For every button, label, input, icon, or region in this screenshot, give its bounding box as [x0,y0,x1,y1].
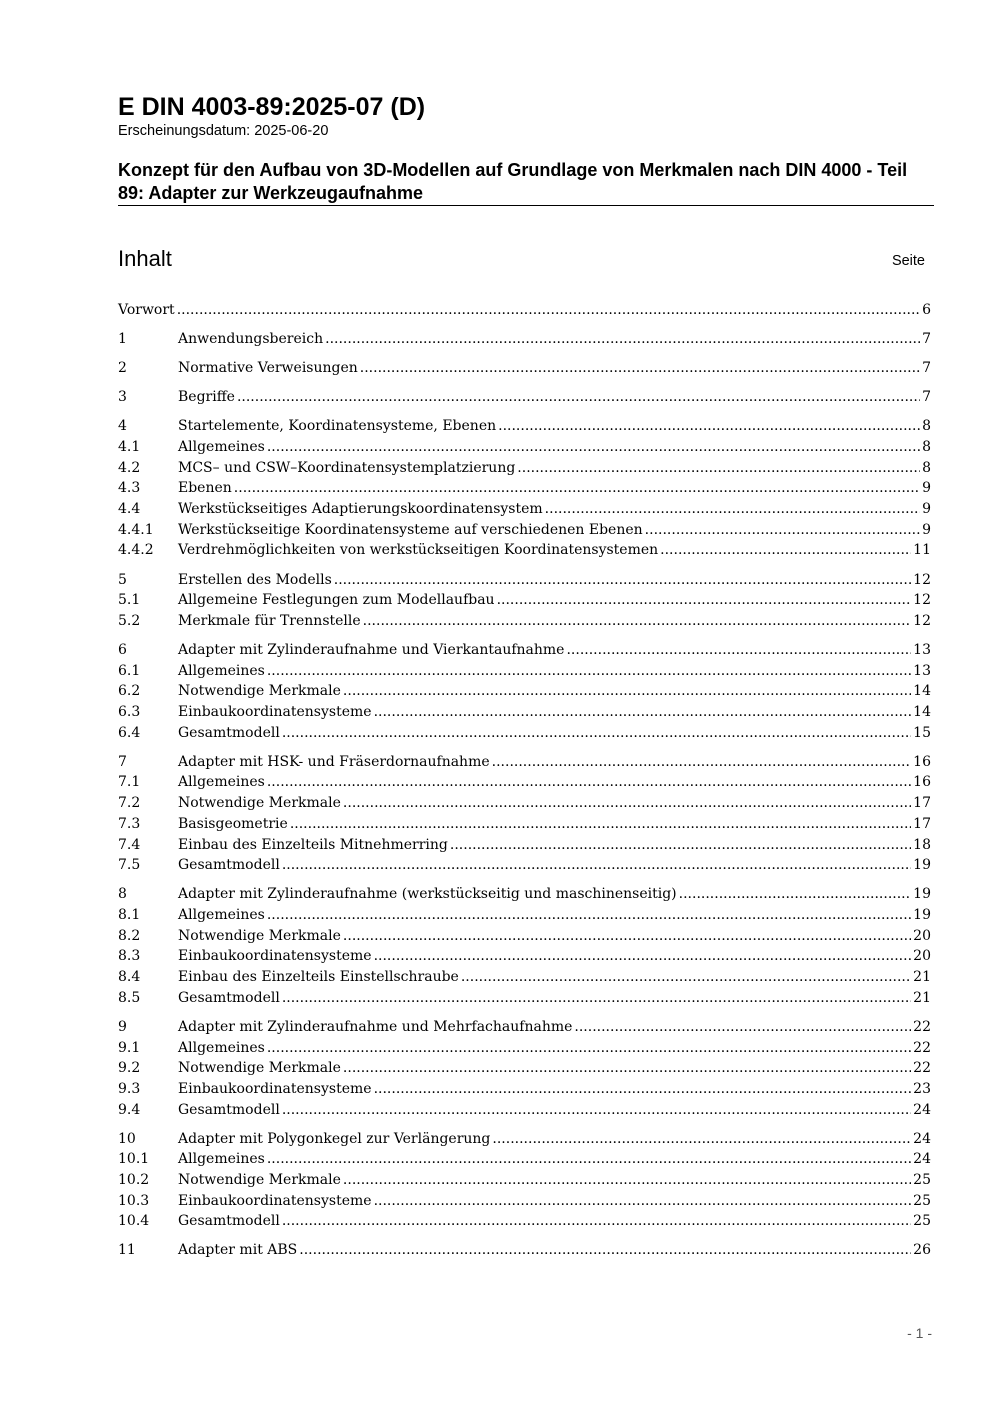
toc-entry-page: 14 [913,704,931,721]
toc-dot-leader [282,1211,911,1232]
toc-section-group [118,884,931,1008]
toc-entry-page: 16 [913,774,931,791]
toc-entry[interactable] [118,702,931,723]
title-divider [118,205,934,206]
toc-entry[interactable] [118,1170,931,1191]
toc-entry-page: 6 [922,302,931,318]
toc-entry-number: 3 [118,389,127,406]
toc-entry[interactable] [118,1038,931,1059]
page-number: - 1 - [907,1325,932,1341]
toc-entry-page: 22 [913,1060,931,1077]
toc-dot-leader [517,458,920,479]
toc-entry[interactable] [118,772,931,793]
toc-section-group [118,387,931,408]
toc-entry-page: 9 [922,501,931,518]
toc-entry-page: 23 [913,1080,931,1097]
toc-entry-number: 6.1 [118,662,141,679]
toc-entry[interactable] [118,300,931,321]
toc-entry-title: Einbaukoordinatensysteme [178,1192,372,1209]
toc-entry-number: 9.3 [118,1080,141,1097]
toc-entry-title: Notwendige Merkmale [178,683,341,700]
toc-entry-page: 25 [913,1192,931,1209]
toc-entry-title: Notwendige Merkmale [178,1172,341,1189]
toc-entry-page: 24 [913,1151,931,1168]
toc-entry-page: 7 [922,331,931,348]
toc-entry[interactable] [118,835,931,856]
toc-entry[interactable] [118,416,931,437]
toc-entry[interactable] [118,1211,931,1232]
toc-entry[interactable] [118,611,931,632]
toc-entry[interactable] [118,946,931,967]
toc-entry-number: 9 [118,1018,127,1035]
toc-entry-page: 21 [913,989,931,1006]
toc-entry[interactable] [118,926,931,947]
toc-entry-page: 20 [913,927,931,944]
toc-entry-title: Begriffe [178,389,235,406]
toc-dot-leader [282,988,911,1009]
toc-entry[interactable] [118,540,931,561]
toc-entry-page: 9 [922,521,931,538]
toc-entry[interactable] [118,793,931,814]
toc-dot-leader [177,300,920,321]
toc-entry-title: Adapter mit HSK- und Fräserdornaufnahme [178,753,490,770]
toc-dot-leader [343,793,911,814]
toc-entry-title: Einbaukoordinatensysteme [178,1080,372,1097]
toc-dot-leader [497,590,912,611]
toc-entry-page: 24 [913,1101,931,1118]
toc-dot-leader [267,772,911,793]
toc-entry-number: 10.2 [118,1172,150,1189]
toc-entry-title: Gesamtmodell [178,724,280,741]
toc-entry-title: Gesamtmodell [178,1101,280,1118]
toc-dot-leader [660,540,911,561]
toc-dot-leader [498,416,920,437]
toc-entry-title: Merkmale für Trennstelle [178,612,361,629]
table-of-contents [118,300,931,1261]
toc-section-group [118,570,931,632]
toc-dot-leader [492,1129,911,1150]
toc-entry-title: Startelemente, Koordinatensysteme, Ebenen [178,418,497,435]
toc-entry-title: Notwendige Merkmale [178,795,341,812]
toc-dot-leader [267,905,911,926]
toc-entry-page: 13 [913,662,931,679]
toc-entry[interactable] [118,1017,931,1038]
toc-entry[interactable] [118,855,931,876]
toc-dot-leader [679,884,912,905]
document-title: Konzept für den Aufbau von 3D-Modellen auf Grundlage von Merkmalen nach DIN 4000 - Teil 89: Adapter zur Werkzeugaufnahme [118,160,908,203]
toc-dot-leader [545,499,920,520]
toc-entry-page: 26 [913,1242,931,1259]
toc-entry-page: 16 [913,753,931,770]
publication-date: Erscheinungsdatum: 2025-06-20 [118,123,329,139]
toc-entry-number: 6.2 [118,683,141,700]
toc-entry-title: Einbaukoordinatensysteme [178,948,372,965]
toc-entry[interactable] [118,437,931,458]
toc-entry-number: 8.3 [118,948,141,965]
toc-entry-title: Allgemeines [178,774,265,791]
toc-dot-leader [234,478,920,499]
toc-entry-page: 7 [922,360,931,377]
toc-dot-leader [374,702,912,723]
toc-dot-leader [290,814,911,835]
toc-entry-page: 19 [913,886,931,903]
toc-dot-leader [492,752,912,773]
toc-section-group [118,1017,931,1120]
toc-entry[interactable] [118,661,931,682]
toc-entry[interactable] [118,458,931,479]
toc-entry-number: 9.2 [118,1060,141,1077]
toc-entry-title: Adapter mit Polygonkegel zur Verlängerung [178,1130,491,1147]
toc-entry[interactable] [118,1129,931,1150]
toc-entry-title: Vorwort [118,302,175,318]
toc-entry[interactable] [118,1191,931,1212]
toc-entry[interactable] [118,905,931,926]
toc-dot-leader [461,967,911,988]
toc-entry-page: 19 [913,857,931,874]
toc-entry-title: Basisgeometrie [178,815,288,832]
toc-dot-leader [360,358,920,379]
toc-entry[interactable] [118,723,931,744]
toc-entry[interactable] [118,570,931,591]
toc-page-column-label: Seite [891,253,925,269]
toc-dot-leader [267,437,920,458]
toc-entry-title: Notwendige Merkmale [178,927,341,944]
toc-dot-leader [343,926,911,947]
toc-section-group [118,1240,931,1261]
toc-entry-title: Normative Verweisungen [178,360,358,377]
toc-entry-title: Werkstückseitige Koordinatensysteme auf verschiedenen Ebenen [178,521,643,538]
toc-entry[interactable] [118,640,931,661]
toc-entry-number: 10 [118,1130,136,1147]
toc-dot-leader [374,1191,912,1212]
toc-entry-title: Adapter mit Zylinderaufnahme und Mehrfachaufnahme [178,1018,573,1035]
toc-entry-number: 4.2 [118,459,141,476]
toc-entry-number: 5 [118,571,127,588]
toc-entry-title: Notwendige Merkmale [178,1060,341,1077]
toc-dot-leader [363,611,912,632]
toc-dot-leader [325,329,920,350]
toc-entry[interactable] [118,752,931,773]
toc-entry-title: Allgemeines [178,439,265,455]
toc-entry-page: 17 [913,815,931,832]
toc-dot-leader [574,1017,911,1038]
toc-section-group [118,300,931,321]
toc-entry-number: 9.1 [118,1039,141,1056]
toc-entry-page: 9 [922,480,931,497]
toc-entry-number: 7.1 [118,774,141,791]
toc-entry-page: 12 [913,571,931,588]
toc-entry-page: 8 [922,418,931,435]
toc-entry-title: Allgemeine Festlegungen zum Modellaufbau [178,592,495,609]
toc-entry-title: Allgemeines [178,1151,265,1168]
toc-entry-title: Werkstückseitiges Adaptierungskoordinatensystem [178,501,543,518]
toc-entry-title: Anwendungsbereich [178,331,324,348]
toc-entry[interactable] [118,988,931,1009]
toc-entry[interactable] [118,884,931,905]
toc-entry-number: 7 [118,753,127,770]
toc-entry-number: 7.4 [118,836,141,853]
toc-section-group [118,1129,931,1232]
toc-section-group [118,358,931,379]
toc-dot-leader [450,835,911,856]
toc-entry-title: Allgemeines [178,907,265,923]
toc-entry-title: Adapter mit ABS [178,1242,298,1259]
toc-entry-page: 13 [913,641,931,658]
toc-entry-page: 12 [913,592,931,609]
toc-entry-number: 8.2 [118,927,141,944]
toc-entry-number: 5.2 [118,612,141,629]
toc-section-group [118,329,931,350]
toc-entry-title: Adapter mit Zylinderaufnahme und Vierkantaufnahme [178,641,565,658]
toc-entry[interactable] [118,590,931,611]
toc-entry[interactable] [118,1240,931,1261]
toc-entry-number: 11 [118,1242,136,1259]
toc-entry-page: 19 [913,907,931,923]
toc-entry-number: 4.4 [118,501,141,518]
toc-entry-title: Allgemeines [178,662,265,679]
toc-entry-page: 21 [913,969,931,986]
toc-dot-leader [645,520,920,541]
toc-entry-title: Gesamtmodell [178,1213,280,1230]
toc-entry-number: 8 [118,886,127,903]
toc-entry-number: 10.4 [118,1213,150,1230]
document-id: E DIN 4003-89:2025-07 (D) [118,93,426,121]
toc-entry-title: Allgemeines [178,1039,265,1056]
toc-dot-leader [282,723,911,744]
toc-entry-number: 4.1 [118,439,141,455]
toc-entry-page: 8 [922,439,931,455]
toc-entry-page: 11 [913,542,931,559]
toc-section-group [118,640,931,743]
toc-entry[interactable] [118,478,931,499]
toc-entry-number: 4.3 [118,480,141,497]
toc-dot-leader [334,570,911,591]
toc-entry-title: Ebenen [178,480,232,497]
toc-entry[interactable] [118,520,931,541]
toc-entry-title: Einbaukoordinatensysteme [178,704,372,721]
toc-entry[interactable] [118,358,931,379]
toc-entry-number: 5.1 [118,592,141,609]
toc-entry-page: 25 [913,1213,931,1230]
toc-entry-page: 7 [922,389,931,406]
toc-entry[interactable] [118,967,931,988]
toc-dot-leader [267,1149,911,1170]
toc-entry-title: Gesamtmodell [178,857,280,874]
toc-entry-title: Erstellen des Modells [178,571,332,588]
toc-entry-number: 2 [118,360,127,377]
toc-dot-leader [374,946,912,967]
toc-dot-leader [566,640,911,661]
toc-entry[interactable] [118,681,931,702]
toc-dot-leader [267,661,911,682]
toc-dot-leader [299,1240,911,1261]
toc-entry-number: 1 [118,331,127,348]
toc-entry[interactable] [118,1079,931,1100]
toc-entry-page: 8 [922,459,931,476]
toc-entry[interactable] [118,499,931,520]
toc-entry-page: 12 [913,612,931,629]
toc-entry[interactable] [118,1058,931,1079]
toc-entry-page: 17 [913,795,931,812]
toc-heading: Inhalt [118,246,172,271]
toc-entry-number: 4.4.1 [118,521,154,538]
toc-dot-leader [374,1079,912,1100]
toc-entry-title: MCS– und CSW–Koordinatensystemplatzierung [178,459,516,476]
toc-entry-number: 8.4 [118,969,141,986]
toc-dot-leader [343,1058,911,1079]
toc-entry-title: Verdrehmöglichkeiten von werkstückseitigen Koordinatensystemen [178,542,659,559]
toc-entry-number: 7.2 [118,795,141,812]
toc-entry-page: 15 [913,724,931,741]
toc-entry-number: 6.3 [118,704,141,721]
toc-section-group [118,416,931,561]
toc-entry[interactable] [118,329,931,350]
toc-entry-number: 10.1 [118,1151,150,1168]
toc-entry-number: 7.5 [118,857,141,874]
toc-entry-page: 24 [913,1130,931,1147]
toc-entry-number: 6.4 [118,724,141,741]
toc-entry-page: 14 [913,683,931,700]
toc-entry[interactable] [118,814,931,835]
toc-entry-number: 9.4 [118,1101,141,1118]
toc-entry-page: 20 [913,948,931,965]
toc-dot-leader [237,387,920,408]
toc-entry-title: Adapter mit Zylinderaufnahme (werkstückseitig und maschinenseitig) [178,886,677,903]
toc-dot-leader [343,681,911,702]
toc-entry-number: 4.4.2 [118,542,154,559]
toc-dot-leader [267,1038,911,1059]
toc-entry[interactable] [118,387,931,408]
toc-entry-title: Einbau des Einzelteils Mitnehmerring [178,836,448,853]
toc-entry-title: Einbau des Einzelteils Einstellschraube [178,969,459,986]
toc-entry-number: 8.1 [118,907,141,923]
toc-entry-page: 22 [913,1039,931,1056]
toc-entry-page: 25 [913,1172,931,1189]
toc-entry[interactable] [118,1100,931,1121]
toc-section-group [118,752,931,876]
toc-entry-number: 6 [118,641,127,658]
toc-dot-leader [282,855,911,876]
toc-entry-number: 4 [118,418,127,435]
toc-entry-page: 18 [913,836,931,853]
toc-entry-number: 7.3 [118,815,141,832]
toc-entry-page: 22 [913,1018,931,1035]
toc-entry-title: Gesamtmodell [178,989,280,1006]
toc-entry-number: 10.3 [118,1192,150,1209]
toc-entry[interactable] [118,1149,931,1170]
toc-dot-leader [343,1170,911,1191]
toc-entry-number: 8.5 [118,989,141,1006]
toc-dot-leader [282,1100,911,1121]
